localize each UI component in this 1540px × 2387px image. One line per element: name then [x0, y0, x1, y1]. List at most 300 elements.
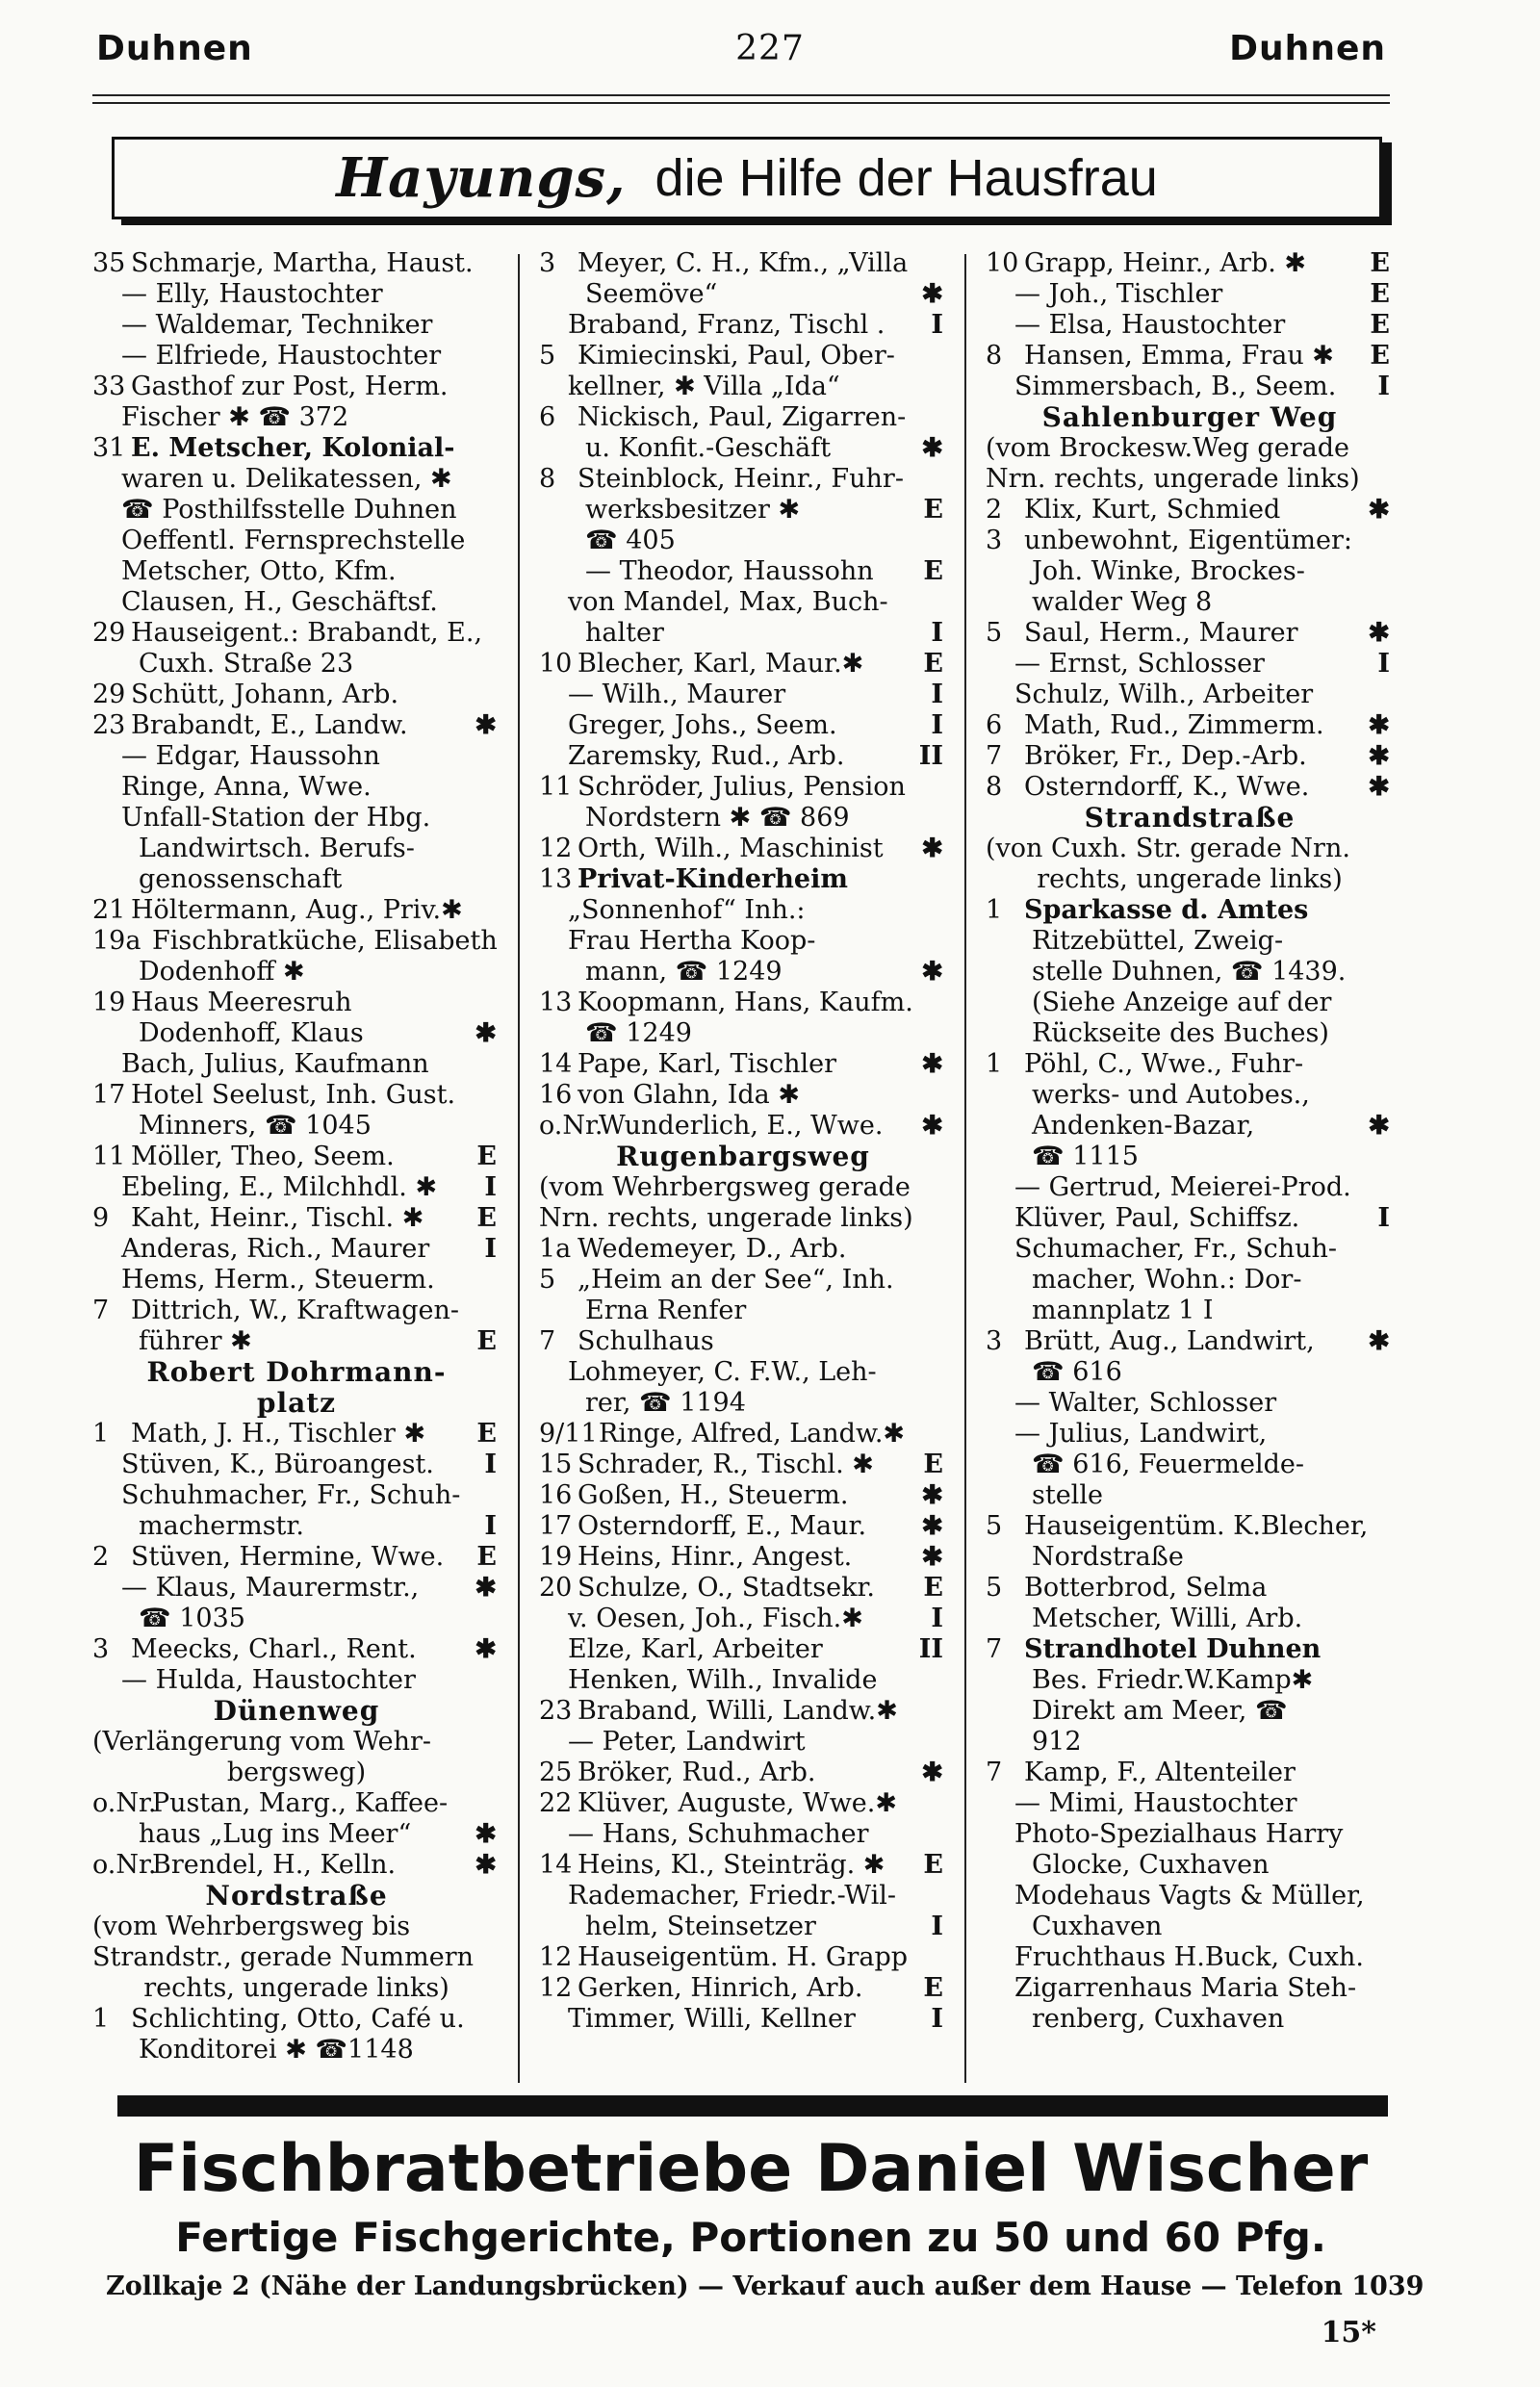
entry-text: Metscher, Willi, Arb. — [1032, 1604, 1303, 1633]
entry-text: Cuxh. Straße 23 — [139, 649, 354, 679]
house-number: 19 — [92, 988, 126, 1017]
entry-text: (Verlängerung vom Wehr- — [92, 1727, 432, 1757]
directory-entry — [986, 1942, 1394, 1973]
entry-text: ☎ 1249 — [585, 1018, 692, 1048]
entry-text: Konditorei ✱ ☎1148 — [139, 2035, 414, 2065]
entry-text: halter — [585, 618, 664, 648]
directory-entry — [92, 279, 500, 310]
house-number: 1a — [539, 1234, 572, 1264]
entry-marker: II — [918, 741, 943, 771]
entry-text: Unfall-Station der Hbg. — [121, 803, 431, 833]
entry-marker: ✱ — [1368, 741, 1390, 771]
house-number: 33 — [92, 372, 126, 401]
directory-entry — [539, 526, 947, 556]
entry-text: macher, Wohn.: Dor- — [1032, 1265, 1302, 1295]
directory-entry — [92, 1265, 500, 1296]
directory-entry — [986, 1881, 1394, 1912]
directory-entry — [986, 1727, 1394, 1758]
entry-marker: I — [484, 1172, 497, 1202]
entry-marker: E — [476, 1419, 497, 1449]
directory-entry — [986, 1511, 1394, 1542]
entry-marker: E — [923, 1450, 943, 1479]
sheet-signature: 15* — [1321, 2316, 1376, 2349]
directory-entry — [539, 926, 947, 957]
entry-text: rechts, ungerade links) — [1037, 864, 1343, 894]
entry-text: Rückseite des Buches) — [1032, 1018, 1329, 1048]
entry-text: — Peter, Landwirt — [568, 1727, 806, 1757]
directory-entry — [539, 710, 947, 741]
street-heading — [986, 803, 1394, 834]
directory-entry — [92, 649, 500, 680]
directory-entry — [539, 1388, 947, 1419]
directory-entry — [92, 1912, 500, 1942]
entry-text: waren u. Delikatessen, ✱ — [121, 464, 452, 494]
entry-text: Grapp, Heinr., Arb. ✱ — [1024, 248, 1307, 278]
directory-entry — [539, 1604, 947, 1634]
directory-entry — [539, 1511, 947, 1542]
house-number: 1 — [986, 1049, 1003, 1079]
entry-marker: ✱ — [475, 1018, 497, 1048]
entry-text: Gasthof zur Post, Herm. — [131, 372, 449, 401]
directory-entry — [986, 1450, 1394, 1480]
directory-entry — [986, 526, 1394, 556]
house-number: 13 — [539, 988, 573, 1017]
entry-text: (von Cuxh. Str. gerade Nrn. — [986, 834, 1350, 863]
street-name: Sahlenburger Weg — [1041, 402, 1338, 433]
column-divider — [964, 254, 966, 2083]
directory-entry — [92, 741, 500, 772]
street-name: Strandstraße — [1084, 803, 1296, 834]
entry-text: Steinblock, Heinr., Fuhr- — [578, 464, 904, 494]
directory-entry — [92, 1018, 500, 1049]
entry-text: Ebeling, E., Milchhdl. ✱ — [121, 1172, 438, 1202]
entry-text: Math, Rud., Zimmerm. — [1024, 710, 1324, 740]
entry-text: „Sonnenhof“ Inh.: — [568, 895, 806, 925]
house-number: 11 — [92, 1142, 126, 1171]
entry-text: — Waldemar, Techniker — [121, 310, 433, 340]
house-number: 16 — [539, 1080, 573, 1110]
entry-text: werksbesitzer ✱ — [585, 495, 801, 525]
directory-column-3 — [986, 248, 1394, 2035]
directory-entry — [539, 618, 947, 649]
directory-entry — [986, 1142, 1394, 1172]
entry-text: stelle Duhnen, ☎ 1439. — [1032, 957, 1347, 987]
directory-entry — [539, 1819, 947, 1850]
house-number: 2 — [986, 495, 1003, 525]
entry-text: Erna Renfer — [585, 1296, 747, 1325]
entry-marker: E — [476, 1542, 497, 1572]
entry-marker: E — [1370, 279, 1390, 309]
house-number: o.Nr. — [92, 1850, 157, 1880]
entry-text: Goßen, H., Steuerm. — [578, 1480, 849, 1510]
directory-entry — [986, 1788, 1394, 1819]
directory-entry — [986, 649, 1394, 680]
directory-entry — [986, 464, 1394, 495]
entry-text: Modehaus Vagts & Müller, — [1014, 1881, 1365, 1911]
directory-entry — [986, 2004, 1394, 2035]
directory-entry — [539, 1326, 947, 1357]
entry-text: Meecks, Charl., Rent. — [131, 1634, 417, 1664]
house-number: 10 — [986, 248, 1019, 278]
directory-entry — [986, 1357, 1394, 1388]
directory-entry — [92, 1573, 500, 1604]
entry-text: Hotel Seelust, Inh. Gust. — [131, 1080, 456, 1110]
house-number: 13 — [539, 864, 573, 894]
directory-entry — [986, 1542, 1394, 1573]
directory-entry — [539, 1573, 947, 1604]
house-number: 35 — [92, 248, 126, 278]
entry-text: Hauseigentüm. K.Blecher, — [1024, 1511, 1369, 1541]
entry-text: — Hans, Schuhmacher — [568, 1819, 869, 1849]
directory-entry — [539, 1542, 947, 1573]
directory-entry — [92, 1450, 500, 1480]
house-number: 8 — [986, 772, 1003, 802]
entry-marker: E — [923, 649, 943, 679]
entry-text: renberg, Cuxhaven — [1032, 2004, 1285, 2034]
entry-text: helm, Steinsetzer — [585, 1912, 816, 1941]
house-number: o.Nr. — [92, 1788, 157, 1818]
house-number: 14 — [539, 1049, 573, 1079]
house-number: 7 — [986, 741, 1003, 771]
entry-text: kellner, ✱ Villa „Ida“ — [568, 372, 840, 401]
entry-text: führer ✱ — [139, 1326, 252, 1356]
street-name: Robert Dohrmann- — [146, 1357, 447, 1388]
directory-entry — [92, 1419, 500, 1450]
directory-entry — [539, 248, 947, 279]
entry-text: Elze, Karl, Arbeiter — [568, 1634, 823, 1664]
house-number: 22 — [539, 1788, 573, 1818]
entry-marker: II — [918, 1634, 943, 1664]
directory-entry — [986, 1819, 1394, 1850]
directory-entry — [539, 341, 947, 372]
entry-text: Frau Hertha Koop- — [568, 926, 816, 956]
directory-entry — [986, 895, 1394, 926]
directory-column-2 — [539, 248, 947, 2035]
directory-entry — [539, 1419, 947, 1450]
entry-text: Greger, Johs., Seem. — [568, 710, 837, 740]
entry-text: Schulz, Wilh., Arbeiter — [1014, 680, 1314, 709]
entry-text: Andenken-Bazar, — [1032, 1111, 1255, 1141]
directory-entry — [539, 1111, 947, 1142]
entry-marker: ✱ — [921, 1480, 943, 1510]
entry-marker: I — [484, 1234, 497, 1264]
entry-text: — Wilh., Maurer — [568, 680, 786, 709]
house-number: 5 — [986, 1511, 1003, 1541]
directory-entry — [92, 1973, 500, 2004]
entry-text: Nrn. rechts, ungerade links) — [539, 1203, 913, 1233]
entry-marker: E — [1370, 248, 1390, 278]
directory-entry — [986, 310, 1394, 341]
entry-text: — Walter, Schlosser — [1014, 1388, 1277, 1418]
directory-entry — [539, 2004, 947, 2035]
running-head-left: Duhnen — [96, 29, 253, 68]
entry-text: (vom Brockesw.Weg gerade — [986, 433, 1349, 463]
directory-entry — [986, 772, 1394, 803]
header-rule-2 — [92, 102, 1390, 104]
entry-text: Sparkasse d. Amtes — [1024, 895, 1309, 925]
entry-text: Klix, Kurt, Schmied — [1024, 495, 1281, 525]
entry-text: Direkt am Meer, ☎ — [1032, 1696, 1288, 1726]
directory-entry — [539, 864, 947, 895]
directory-entry — [92, 1480, 500, 1511]
entry-text: — Gertrud, Meierei-Prod. — [1014, 1172, 1351, 1202]
entry-marker: ✱ — [1368, 772, 1390, 802]
directory-entry — [986, 1234, 1394, 1265]
street-heading — [92, 1388, 500, 1419]
directory-entry — [986, 710, 1394, 741]
entry-text: Bröker, Rud., Arb. — [578, 1758, 816, 1787]
street-name: Rugenbargsweg — [616, 1142, 870, 1172]
entry-text: — Edgar, Haussohn — [121, 741, 380, 771]
entry-text: Orth, Wilh., Maschinist — [578, 834, 884, 863]
entry-text: Hems, Herm., Steuerm. — [121, 1265, 435, 1295]
directory-entry — [539, 834, 947, 864]
directory-entry — [986, 618, 1394, 649]
entry-text: — Mimi, Haustochter — [1014, 1788, 1297, 1818]
directory-entry — [539, 1973, 947, 2004]
column-divider — [518, 254, 520, 2083]
entry-text: Wunderlich, E., Wwe. — [599, 1111, 884, 1141]
directory-entry — [986, 433, 1394, 464]
directory-entry — [92, 526, 500, 556]
directory-entry — [92, 372, 500, 402]
directory-entry — [92, 772, 500, 803]
entry-text: Ringe, Anna, Wwe. — [121, 772, 372, 802]
entry-text: Kamp, F., Altenteiler — [1024, 1758, 1296, 1787]
directory-entry — [539, 1788, 947, 1819]
directory-entry — [986, 372, 1394, 402]
street-heading — [92, 1357, 500, 1388]
directory-entry — [986, 957, 1394, 988]
house-number: 15 — [539, 1450, 573, 1479]
entry-text: Möller, Theo, Seem. — [131, 1142, 395, 1171]
directory-entry — [539, 1265, 947, 1296]
directory-entry — [92, 587, 500, 618]
house-number: 6 — [539, 402, 556, 432]
directory-entry — [92, 1727, 500, 1758]
directory-entry — [92, 1511, 500, 1542]
directory-entry — [986, 864, 1394, 895]
directory-entry — [986, 741, 1394, 772]
directory-entry — [986, 1573, 1394, 1604]
directory-entry — [986, 1388, 1394, 1419]
entry-text: Braband, Franz, Tischl . — [568, 310, 886, 340]
entry-text: Metscher, Otto, Kfm. — [121, 556, 397, 586]
directory-entry — [539, 988, 947, 1018]
directory-entry — [92, 341, 500, 372]
house-number: 1 — [986, 895, 1003, 925]
entry-marker: ✱ — [1368, 618, 1390, 648]
house-number: 17 — [539, 1511, 573, 1541]
entry-text: — Elfriede, Haustochter — [121, 341, 442, 371]
directory-entry — [539, 1296, 947, 1326]
entry-text: — Joh., Tischler — [1014, 279, 1223, 309]
entry-text: E. Metscher, Kolonial- — [131, 433, 455, 463]
entry-text: Photo-Spezialhaus Harry — [1014, 1819, 1344, 1849]
house-number: 23 — [539, 1696, 573, 1726]
directory-entry — [92, 1850, 500, 1881]
house-number: 7 — [986, 1634, 1003, 1664]
directory-entry — [92, 834, 500, 864]
entry-text: Joh. Winke, Brockes- — [1032, 556, 1305, 586]
entry-text: — Klaus, Maurermstr., — [121, 1573, 420, 1603]
entry-text: Anderas, Rich., Maurer — [121, 1234, 430, 1264]
entry-text: Stüven, Hermine, Wwe. — [131, 1542, 445, 1572]
street-name: Dünenweg — [213, 1696, 380, 1727]
house-number: 7 — [92, 1296, 110, 1325]
directory-entry — [92, 1111, 500, 1142]
directory-entry — [539, 1850, 947, 1881]
entry-text: Brendel, H., Kelln. — [152, 1850, 397, 1880]
directory-entry — [92, 1296, 500, 1326]
entry-text: „Heim an der See“, Inh. — [578, 1265, 894, 1295]
entry-marker: ✱ — [921, 433, 943, 463]
advert-bar — [117, 2095, 1388, 2117]
entry-text: Zaremsky, Rud., Arb. — [568, 741, 845, 771]
directory-entry — [539, 1634, 947, 1665]
directory-entry — [539, 803, 947, 834]
entry-text: Meyer, C. H., Kfm., „Villa — [578, 248, 909, 278]
entry-marker: E — [923, 495, 943, 525]
entry-marker: ✱ — [921, 1049, 943, 1079]
house-number: 6 — [986, 710, 1003, 740]
entry-text: (Siehe Anzeige auf der — [1032, 988, 1332, 1017]
entry-text: haus „Lug ins Meer“ — [139, 1819, 412, 1849]
entry-text: Höltermann, Aug., Priv.✱ — [131, 895, 463, 925]
entry-text: ☎ 616, Feuermelde- — [1032, 1450, 1305, 1479]
directory-entry — [92, 1665, 500, 1696]
entry-text: Schmarje, Martha, Haust. — [131, 248, 474, 278]
entry-marker: I — [931, 1912, 943, 1941]
entry-text: Schumacher, Fr., Schuh- — [1014, 1234, 1338, 1264]
entry-text: Braband, Willi, Landw.✱ — [578, 1696, 898, 1726]
directory-entry — [92, 310, 500, 341]
house-number: 29 — [92, 680, 126, 709]
house-number: o.Nr. — [539, 1111, 603, 1141]
entry-text: ☎ 1035 — [139, 1604, 245, 1633]
directory-entry — [92, 556, 500, 587]
banner-brand: Hayungs, — [336, 146, 627, 210]
entry-text: Cuxhaven — [1032, 1912, 1163, 1941]
entry-text: mannplatz 1 I — [1032, 1296, 1214, 1325]
entry-text: von Glahn, Ida ✱ — [578, 1080, 800, 1110]
house-number: 9 — [92, 1203, 110, 1233]
house-number: 5 — [986, 618, 1003, 648]
entry-text: Blecher, Karl, Maur.✱ — [578, 649, 864, 679]
entry-marker: ✱ — [921, 834, 943, 863]
directory-entry — [92, 1234, 500, 1265]
entry-text: machermstr. — [139, 1511, 304, 1541]
entry-text: Strandstr., gerade Nummern — [92, 1942, 475, 1972]
directory-entry — [986, 341, 1394, 372]
house-number: 9/11 — [539, 1419, 598, 1449]
entry-marker: ✱ — [1368, 1111, 1390, 1141]
entry-text: Landwirtsch. Berufs- — [139, 834, 415, 863]
directory-entry — [92, 1758, 500, 1788]
directory-entry — [539, 1758, 947, 1788]
entry-text: Zigarrenhaus Maria Steh- — [1014, 1973, 1357, 2003]
house-number: 20 — [539, 1573, 573, 1603]
entry-text: Schrader, R., Tischl. ✱ — [578, 1450, 874, 1479]
directory-entry — [986, 1203, 1394, 1234]
entry-marker: I — [1377, 372, 1390, 401]
entry-marker: I — [1377, 1203, 1390, 1233]
entry-marker: I — [931, 680, 943, 709]
directory-entry — [986, 279, 1394, 310]
entry-text: — Theodor, Haussohn — [585, 556, 874, 586]
house-number: 3 — [986, 526, 1003, 555]
house-number: 25 — [539, 1758, 573, 1787]
entry-text: Saul, Herm., Maurer — [1024, 618, 1298, 648]
house-number: 7 — [986, 1758, 1003, 1787]
entry-text: Fischbratküche, Elisabeth — [152, 926, 498, 956]
directory-entry — [539, 680, 947, 710]
directory-entry — [986, 1973, 1394, 2004]
directory-entry — [92, 1788, 500, 1819]
directory-entry — [92, 1634, 500, 1665]
entry-text: rer, ☎ 1194 — [585, 1388, 746, 1418]
entry-text: Pustan, Marg., Kaffee- — [152, 1788, 449, 1818]
entry-marker: ✱ — [1368, 495, 1390, 525]
directory-entry — [539, 1480, 947, 1511]
directory-entry — [986, 1049, 1394, 1080]
advert-subtitle: Fertige Fischgerichte, Portionen zu 50 und 60 Pfg. — [175, 2214, 1326, 2261]
directory-entry — [92, 1819, 500, 1850]
entry-text: Bes. Friedr.W.Kamp✱ — [1032, 1665, 1314, 1695]
directory-entry — [986, 1912, 1394, 1942]
advert-title: Fischbratbetriebe Daniel Wischer — [133, 2131, 1369, 2207]
directory-entry — [539, 957, 947, 988]
entry-text: (vom Wehrbergsweg bis — [92, 1912, 411, 1941]
directory-entry — [92, 1142, 500, 1172]
entry-marker: ✱ — [921, 1758, 943, 1787]
entry-marker: I — [1377, 649, 1390, 679]
entry-text: — Julius, Landwirt, — [1014, 1419, 1268, 1449]
entry-text: Botterbrod, Selma — [1024, 1573, 1268, 1603]
advert-address: Zollkaje 2 (Nähe der Landungsbrücken) — Verkauf auch außer dem Hause — Telefon 1039 — [106, 2272, 1424, 2301]
directory-entry — [986, 1634, 1394, 1665]
directory-entry — [539, 433, 947, 464]
directory-entry — [539, 464, 947, 495]
entry-text: ☎ Posthilfsstelle Duhnen — [121, 495, 457, 525]
entry-text: Seemöve“ — [585, 279, 718, 309]
house-number: 1 — [92, 1419, 110, 1449]
directory-entry — [539, 649, 947, 680]
entry-text: (vom Wehrbergsweg gerade — [539, 1172, 911, 1202]
directory-entry — [92, 1542, 500, 1573]
entry-marker: I — [484, 1511, 497, 1541]
entry-text: u. Konfit.-Geschäft — [585, 433, 832, 463]
directory-entry — [539, 372, 947, 402]
entry-text: Pöhl, C., Wwe., Fuhr- — [1024, 1049, 1304, 1079]
directory-entry — [986, 1296, 1394, 1326]
entry-text: Hansen, Emma, Frau ✱ — [1024, 341, 1334, 371]
entry-text: Brütt, Aug., Landwirt, — [1024, 1326, 1315, 1356]
entry-text: Nordstern ✱ ☎ 869 — [585, 803, 850, 833]
entry-text: Glocke, Cuxhaven — [1032, 1850, 1270, 1880]
entry-marker: ✱ — [475, 1819, 497, 1849]
entry-text: Brabandt, E., Landw. — [131, 710, 408, 740]
entry-marker: ✱ — [921, 1542, 943, 1572]
house-number: 12 — [539, 1942, 573, 1972]
house-number: 17 — [92, 1080, 126, 1110]
entry-text: unbewohnt, Eigentümer: — [1024, 526, 1353, 555]
directory-entry — [92, 803, 500, 834]
directory-entry — [986, 495, 1394, 526]
directory-entry — [986, 988, 1394, 1018]
directory-entry — [986, 248, 1394, 279]
page-number: 227 — [735, 29, 805, 68]
